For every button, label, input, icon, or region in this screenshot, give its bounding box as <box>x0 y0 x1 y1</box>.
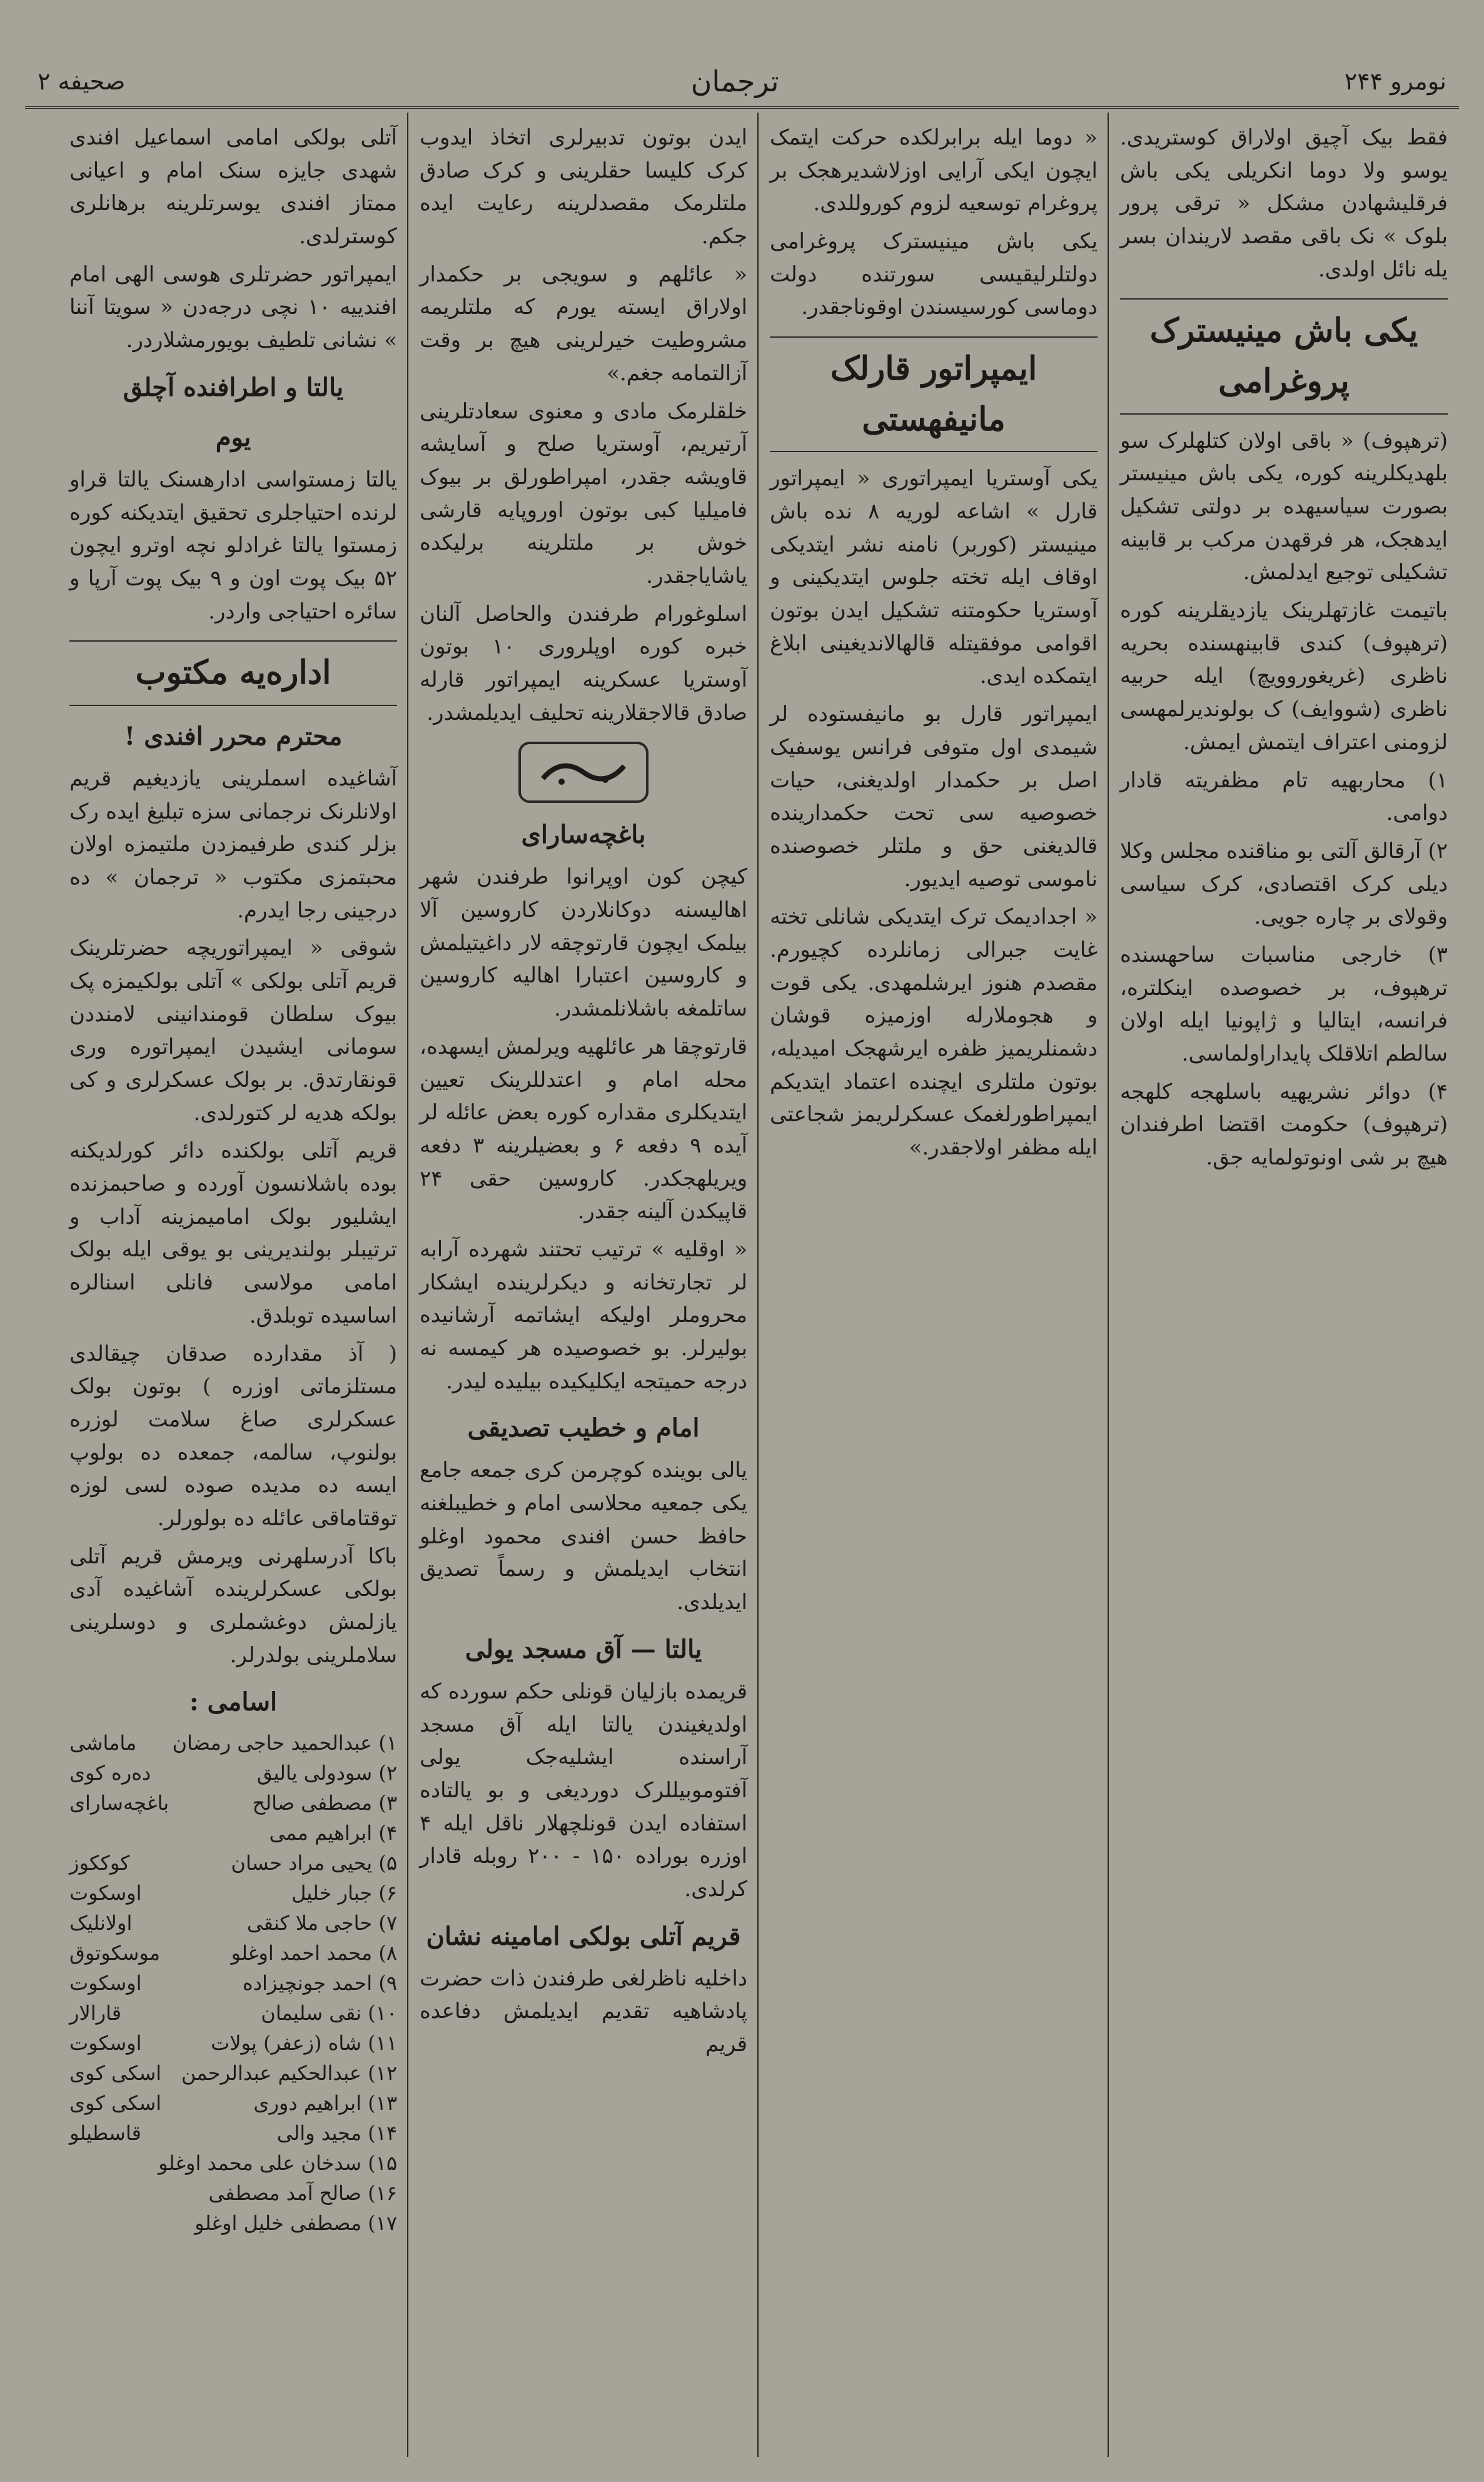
article-text: اسلوغورام طرفندن والحاصل آلنان خبره کوره اوپلروری ۱۰ بوتون آوستریا عسکرینه ایمپراتور قارله صادق قالاجقلارینه تحلیف ایدیلمشدر. <box>420 601 747 725</box>
list-item: ۹) احمد جونچیزاده اوسکوت <box>69 1971 397 1995</box>
list-item: ۱۰) نقی سلیمان قارالار <box>69 2001 397 2025</box>
article-text: ( آذ مقدارده صدقان چیقالدی مستلزماتی اوزره ) بوتون بولک عسکرلری صاغ سلامت لوزره بولنوپ، سالمه، جمعده ده بولوپ ایسه ده مدیده صوده لسی لوزه توقتاماقی عائله ده بولورلر. <box>69 1341 397 1531</box>
list-item: ۵) یحیی مراد حسان کوککوز <box>69 1851 397 1875</box>
article-text: باتیمت غازتهلرینک یازدیقلرینه کوره (ترهپوف) کندی قابینهسنده بحریه ناظری (غریغوروویچ) ایله حربیه ناظری (شووایف) ک بولوندیرلمهسی لزومنی اعتراف ایتمش ایمش. <box>1120 598 1448 755</box>
article-text: قریم آتلی بولکنده دائر کورلدیکنه بوده باشلانسون آورده و صاحبمزنده ایشلیور بولک امامیمزینه آداب و ترتیبلر بولندیرینی بو یوقی ایله بولک امامی مولاسی فانلی اسنالره اساسیده توبلدق. <box>69 1138 397 1328</box>
list-item: ۷) حاجی ملا کنقی اولانلیک <box>69 1911 397 1935</box>
section-subheading: یوم <box>215 422 251 452</box>
section-heading: یالتا — آق مسجد یولی <box>465 1634 702 1664</box>
article-text: خلقلرمک مادی و معنوی سعادتلرینی آرتیریم، آوستریا صلح و آسایشه قاویشه جقدر، امپراطورلق بر بیوک فامیلیا کبی بوتون اوروپایه قارشی خوش بر ملتلرینه برلیکده یاشایاجقدر. <box>420 398 747 588</box>
newspaper-title: ترجمان <box>690 64 779 98</box>
article-text: آشاغیده اسملرینی یازدیغیم قریم اولانلرنک نرجمانی سزه تبلیغ ایده رک بزلر کندی طرفیمزدن ملتیمزه اولان محبتمزی مکتوب « ترجمان » ده درجینی رجا ایدرم. <box>69 765 397 923</box>
section-heading: قریم آتلی بولکی امامینه نشان <box>426 1921 741 1951</box>
names-label: اسامی : <box>189 1687 278 1717</box>
article-text: « عائلهم و سویجی بر حکمدار اولاراق ایسته یورم که ملتلریمه مشروطیت خیرلرینی هیچ بر وقت آزالتمامه جغم.» <box>420 261 747 386</box>
article-text: « اوقلیه » ترتیب تحتند شهرده آرابه لر تجارتخانه و دیکرلرینده ایشکار محروملر اولیکه ایشاتمه آرشانیده بولیرلر. بو خصوصیده هر کیمسه نه درجه حمیتجه ایکلیکیده بیلیده لیدر. <box>420 1236 747 1394</box>
list-item: ۱۶) صالح آمد مصطفی <box>208 2181 397 2206</box>
list-item: ۱۲) عبدالحکیم عبدالرحمن اسکی کوی <box>69 2061 397 2086</box>
page-number: صحیفه ۲ <box>38 68 126 95</box>
issue-number: نومرو ۲۴۴ <box>1344 68 1446 95</box>
article-text: آتلی بولکی امامی اسماعیل افندی شهدی جایزه سنک امام و اعیانی ممتاز افندی یوسرتلرینه برهانلری کوسترلدی. <box>69 125 397 250</box>
column-3 <box>408 113 759 2463</box>
program-item: ۲) آرقالق آلتی بو مناقنده مجلس وکلا دیلی کرک اقتصادی، کرک سیاسی وقولای بر چاره جویی. <box>1120 838 1448 930</box>
article-text: ایدن بوتون تدبیرلری اتخاذ ایدوب کرک کلیسا حقلرینی و کرک صادق ملتلرمک مقصدلرینه رعایت ایده جکم. <box>420 125 747 250</box>
list-item: ۱۱) شاه (زعفر) پولات اوسکوت <box>69 2031 397 2056</box>
article-text: فقط بیک آچیق اولاراق کوستریدی. یوسو ولا دوما انکریلی یکی باش فرقلیشهادن مشکل « ترقی پرور بلوک » نک باقی مقصد لاریندان بسر یله نائل اولدی. <box>1120 125 1448 282</box>
article-heading: اداره‌یه مکتوب <box>69 640 397 706</box>
article-heading: یکی باش مینیسترک پروغرامی <box>1120 298 1448 414</box>
local-news-banner <box>518 742 649 803</box>
list-item: ۳) مصطفی صالح باغچه‌سارای <box>69 1791 397 1815</box>
column-4 <box>58 113 408 2463</box>
section-heading: امام و خطیب تصدیقی <box>467 1413 700 1443</box>
article-text: قارتوچقا هر عائلهیه ویرلمش ایسهده، محله امام و اعتدللرینک تعیین ایتدیکلری مقداره کوره بعض عائله لر آیده ۹ دفعه ۶ و بعضیلرینه ۳ دفعه ویریلهجکدر. کاروسین حقی ۲۴ قاپیکدن آلینه جقدر. <box>420 1034 747 1224</box>
program-item: ۱) محاربهیه تام مظفریته قادار دوامی. <box>1120 767 1448 826</box>
list-item: ۶) جبار خلیل اوسکوت <box>69 1881 397 1905</box>
section-heading: باغچه‌سارای <box>521 820 646 850</box>
article-text: قریمده بازلیان قونلی حکم سورده که اولدیغیندن یالتا ایله آق مسجد آراسنده ایشلیه‌جک یولی آفتوموبیللرک دوردیغی و بو یالتاده استفاده ایدن قونلچهلار ناقل ایله ۴ اوزره بوراده ۱۵۰ - ۲۰۰ روبله قادار کرلدی. <box>420 1678 747 1902</box>
article-text: ایمپراتور حضرتلری هوسی الهی امام افندییه ۱۰ نچی درجه‌دن « سویتا آننا » نشانی تلطیف بویورمشلاردر. <box>69 261 397 353</box>
list-item: ۲) سودولی یالیق ده‌ره کوی <box>69 1761 397 1785</box>
masthead <box>38 59 1446 103</box>
article-text: ایمپراتور قارل بو مانیفستوده لر شیمدی اول متوفی فرانس یوسفیک اصل بر حکمدار اولدیغنی، حیات خصوصیه سی تحت حکمدارینده قالدیغنی حق و ملتلر خصوصنده ناموسی توصیه ایدیور. <box>770 702 1098 892</box>
article-text: داخلیه ناظرلغی طرفندن ذات حضرت پادشاهیه تقدیم ایدیلمش دفاعده قریم <box>420 1965 747 2057</box>
article-text: یالتا زمستواسی ادارهسنک یالتا قراو لرنده احتیاجلری تحقیق ایتدیکنه کوره زمستوا یالتا غرادلو نچه اوترو ایچون ۵۲ بیک پوت اون و ۹ بیک پوت آرپا و سائره احتیاجی واردر. <box>69 467 397 624</box>
article-text: (ترهپوف) « باقی اولان کتلهلرک سو بلهدیکلرینه کوره، یکی باش مینیستر بصورت سیاسیهده بر دولتی تشکیل ایدهجک، هر فرقهدن مرکب بر قابینه تشکیلی توجیع ایدلمش. <box>1120 428 1448 585</box>
list-item: ۱۵) سدخان علی محمد اوغلو <box>158 2151 397 2176</box>
article-text: باکا آدرسلهرنی ویرمش قریم آتلی بولکی عسکرلرینده آشاغیده آدی یازلمش دوغشملری و دوسلرینی سلاملرینی بولدرلر. <box>69 1543 397 1668</box>
article-text: یکی باش مینیسترک پروغرامی دولتلرلیقیسی سورتنده دولت دوماسی کورسیسندن اوقوناجقدر. <box>770 229 1098 320</box>
letter-greeting: محترم محرر افندی ! <box>124 721 343 751</box>
article-text: کیچن کون اوپرانوا طرفندن شهر اهالیسنه دوکانلاردن کاروسین آلا بیلمک ایچون قارتوچقه لار داغیتیلمش و کاروسین اعتبارا اهالیه کاروسین ساتلمغه باشلانلمشدر. <box>420 864 747 1022</box>
program-item: ۴) دوائر نشریهیه باسلهجه کلهجه (ترهپوف) حکومت اقتضا اطرفندان هیچ بر شی اونوتولمایه جق. <box>1120 1079 1448 1171</box>
list-item: ۴) ابراهیم ممی <box>269 1821 397 1845</box>
names-list <box>69 1728 397 2238</box>
article-text: « دوما ایله برابرلکده حرکت ایتمک ایچون ایکی آرایی اوزلاشدیرهجک بر پروغرام توسعیه لزوم کوروللدی. <box>770 125 1098 216</box>
section-heading: یالتا و اطرافنده آچلق <box>123 372 344 402</box>
top-rule <box>25 106 1459 109</box>
program-item: ۳) خارجی مناسبات ساحهسنده ترهپوف، بر خصوصده اینکلتره، فرانسه، ایتالیا و ژاپونیا ایله اولان سالطم اتلاقلک پایداراولماسی. <box>1120 942 1448 1066</box>
list-item: ۱) عبدالحمید حاجی رمضان ماماشی <box>69 1731 397 1755</box>
list-item: ۱۷) مصطفی خلیل اوغلو <box>194 2211 397 2236</box>
article-text: « اجدادیمک ترک ایتدیکی شانلی تخته غایت جبرالی زمانلرده کچیورم. مقصدم هنوز ایرشلمهدی. یکی قوت و هجوملارله اوزمیزه قوشان دشمنلریمیز ظفره ایرشهجک امیدیله، بوتون ملتلری ایچنده اعتماد ایتدیکم ایمپراطورلغمک عسکرلریمز شجاعتی ایله مظفر اولاجقدر.» <box>770 904 1098 1161</box>
article-text: یالی بوینده کوچرمن کری جمعه جامع یکی جمعیه محلاسی امام و خطیبلغنه حافظ حسن افندی محمود اوغلو انتخاب ایدیلمش و رسماً تصدیق ایدیلدی. <box>420 1458 747 1615</box>
list-item: ۸) محمد احمد اوغلو موسکوتوق <box>69 1941 397 1965</box>
column-2 <box>759 113 1109 2463</box>
ornament-icon <box>537 754 630 791</box>
column-1 <box>1109 113 1459 2463</box>
list-item: ۱۳) ابراهیم دوری اسکی کوی <box>69 2091 397 2116</box>
article-text: یکی آوستریا ایمپراتوری « ایمپراتور قارل » اشاعه لوریه ۸ نده باش مینیستر (کوربر) نامنه نشر ایتدیکی اوقاف ایله تخته جلوس ایتدیکینی و آوستریا حکومتنه تشکیل ایدن بوتون اقوامی موفقیتله قالهالاندیغینی ابلاغ ایتمکده ایدی. <box>770 466 1098 689</box>
article-heading: ایمپراتور قارلک مانیفهستی <box>770 336 1098 452</box>
article-text: شوقی « ایمپراتوریچه حضرتلرینک قریم آتلی بولکی » آتلی بولکیمزه پک بیوک سلطان قومندانینی لامنددن سومانی ایشیدن ایمپراتوره وری قونقارتدق. بر بولک عسکرلری و کی بولکه هدیه لر کتورلدی. <box>69 936 397 1126</box>
list-item: ۱۴) مجید والی قاسطیلو <box>69 2121 397 2146</box>
